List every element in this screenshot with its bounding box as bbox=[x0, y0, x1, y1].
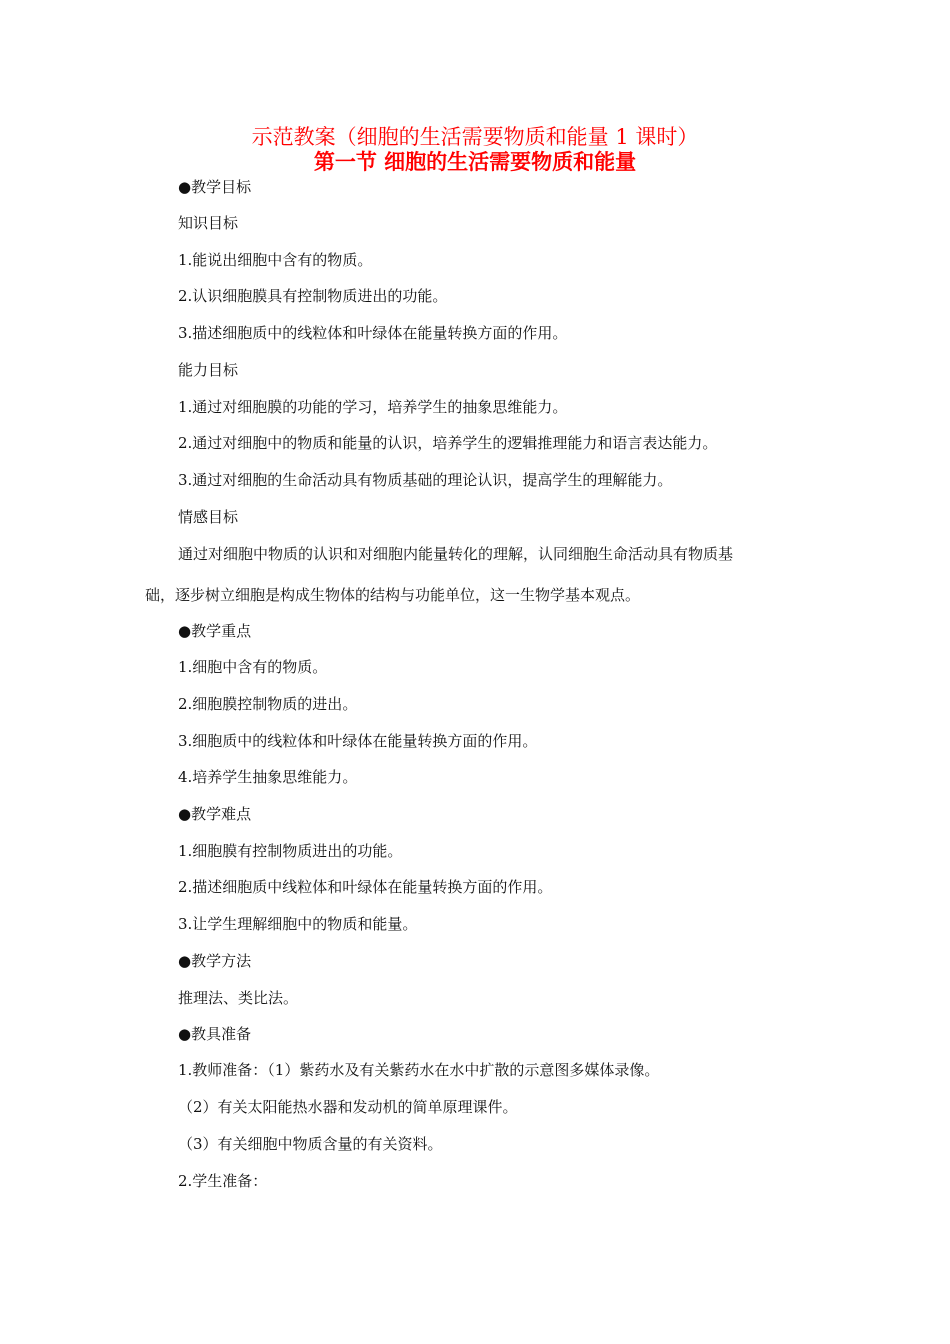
text-line: 1.教师准备：（1）紫药水及有关紫药水在水中扩散的示意图多媒体录像。 bbox=[178, 1061, 660, 1079]
heading-teaching-difficulties: ●教学难点 bbox=[178, 805, 252, 823]
heading-teaching-methods: ●教学方法 bbox=[178, 952, 252, 970]
heading-teaching-objectives: ●教学目标 bbox=[178, 178, 252, 196]
text-line: 2.学生准备： bbox=[178, 1172, 268, 1190]
text-line: （3）有关细胞中物质含量的有关资料。 bbox=[178, 1135, 443, 1153]
text-line: 2.描述细胞质中线粒体和叶绿体在能量转换方面的作用。 bbox=[178, 878, 553, 896]
subheading-emotional-objectives: 情感目标 bbox=[178, 508, 239, 526]
heading-teaching-focus: ●教学重点 bbox=[178, 622, 252, 640]
document-title: 示范教案（细胞的生活需要物质和能量 1 课时） bbox=[251, 125, 699, 149]
text-line: 3.细胞质中的线粒体和叶绿体在能量转换方面的作用。 bbox=[178, 732, 538, 750]
subheading-ability-objectives: 能力目标 bbox=[178, 361, 239, 379]
text-line: 1.细胞膜有控制物质进出的功能。 bbox=[178, 842, 403, 860]
subheading-knowledge-objectives: 知识目标 bbox=[178, 214, 239, 232]
text-line: 1.能说出细胞中含有的物质。 bbox=[178, 251, 373, 269]
text-line: 3.描述细胞质中的线粒体和叶绿体在能量转换方面的作用。 bbox=[178, 324, 568, 342]
text-line: 1.通过对细胞膜的功能的学习，培养学生的抽象思维能力。 bbox=[178, 398, 568, 416]
text-line: （2）有关太阳能热水器和发动机的简单原理课件。 bbox=[178, 1098, 518, 1116]
text-line: 2.认识细胞膜具有控制物质进出的功能。 bbox=[178, 287, 448, 305]
text-line: 2.细胞膜控制物质的进出。 bbox=[178, 695, 358, 713]
text-line: 3.通过对细胞的生命活动具有物质基础的理论认识，提高学生的理解能力。 bbox=[178, 471, 673, 489]
text-line: 1.细胞中含有的物质。 bbox=[178, 658, 328, 676]
text-line: 2.通过对细胞中的物质和能量的认识，培养学生的逻辑推理能力和语言表达能力。 bbox=[178, 434, 718, 452]
text-line-continuation: 础，逐步树立细胞是构成生物体的结构与功能单位，这一生物学基本观点。 bbox=[145, 586, 641, 604]
text-line: 3.让学生理解细胞中的物质和能量。 bbox=[178, 915, 418, 933]
text-line: 通过对细胞中物质的认识和对细胞内能量转化的理解，认同细胞生命活动具有物质基 bbox=[178, 545, 734, 563]
text-line: 4.培养学生抽象思维能力。 bbox=[178, 768, 358, 786]
heading-teaching-aids: ●教具准备 bbox=[178, 1025, 252, 1043]
text-line: 推理法、类比法。 bbox=[178, 989, 299, 1007]
section-heading: 第一节 细胞的生活需要物质和能量 bbox=[313, 149, 637, 174]
